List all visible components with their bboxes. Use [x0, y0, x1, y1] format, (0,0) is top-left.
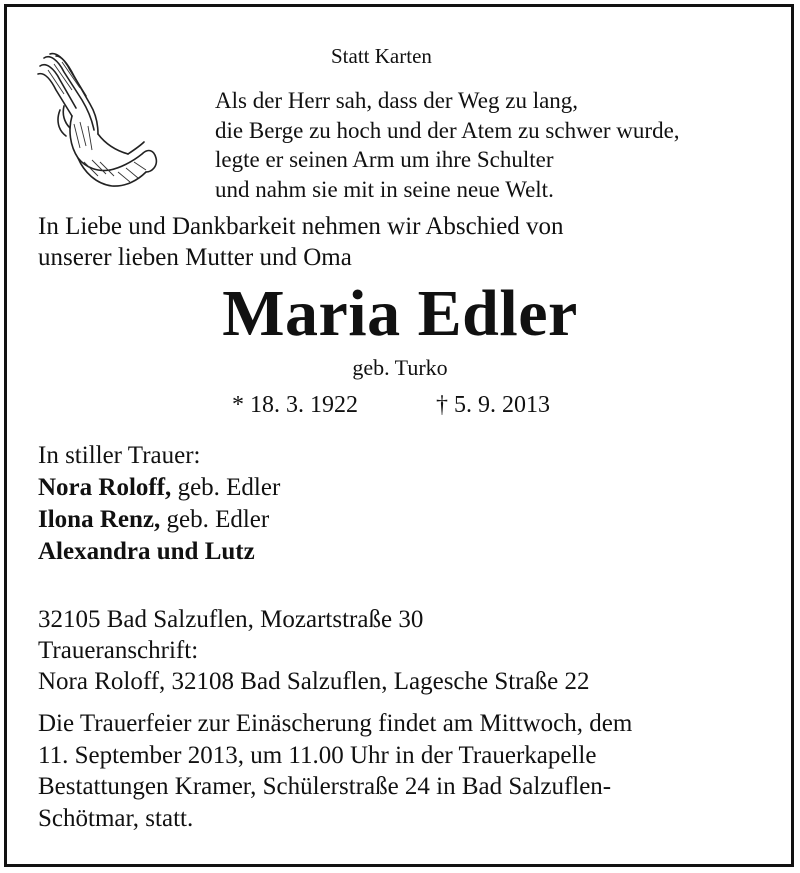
poem-line: die Berge zu hoch und der Atem zu schwer wurde,	[215, 117, 680, 143]
memorial-poem	[215, 86, 680, 204]
mourner-row	[38, 504, 280, 536]
mourner-row	[38, 536, 280, 568]
mourners-heading: In stiller Trauer:	[38, 442, 201, 469]
mourner-note: geb. Edler	[171, 474, 281, 501]
poem-line: legte er seinen Arm um ihre Schulter	[215, 147, 554, 172]
mourner-note: geb. Edler	[160, 506, 270, 533]
contact-address: Nora Roloff, 32108 Bad Salzuflen, Lagesche Straße 22	[38, 668, 590, 695]
address-label: Traueranschrift:	[38, 637, 199, 664]
intro-line: unserer lieben Mutter und Oma	[38, 244, 352, 271]
deceased-name: Maria Edler	[222, 277, 578, 350]
funeral-line: 11. September 2013, um 11.00 Uhr in der Trauerkapelle	[38, 741, 597, 769]
funeral-line: Schötmar, statt.	[38, 804, 194, 832]
birth-date: * 18. 3. 1922	[232, 392, 358, 418]
mourner-row	[38, 472, 280, 504]
intro-text	[38, 211, 564, 273]
mourners-list	[38, 440, 280, 568]
funeral-details	[38, 708, 632, 834]
mourner-name: Ilona Renz,	[38, 506, 161, 533]
mourner-name: Nora Roloff,	[38, 474, 172, 501]
intro-line: In Liebe und Dankbarkeit nehmen wir Abschied von	[38, 213, 564, 240]
funeral-line: Bestattungen Kramer, Schülerstraße 24 in Bad Salzuflen-	[38, 773, 612, 800]
poem-line: Als der Herr sah, dass der Weg zu lang,	[215, 88, 579, 113]
maiden-name: geb. Turko	[352, 355, 448, 380]
home-address: 32105 Bad Salzuflen, Mozartstraße 30	[38, 606, 424, 633]
funeral-line: Die Trauerfeier zur Einäscherung findet am Mittwoch, dem	[38, 710, 633, 737]
mourner-name: Alexandra und Lutz	[38, 538, 255, 565]
address-block	[38, 604, 589, 697]
praying-hands-icon	[34, 50, 158, 190]
header-statt-karten: Statt Karten	[331, 44, 432, 68]
death-date: † 5. 9. 2013	[436, 392, 550, 418]
poem-line: und nahm sie mit in seine neue Welt.	[215, 176, 554, 202]
